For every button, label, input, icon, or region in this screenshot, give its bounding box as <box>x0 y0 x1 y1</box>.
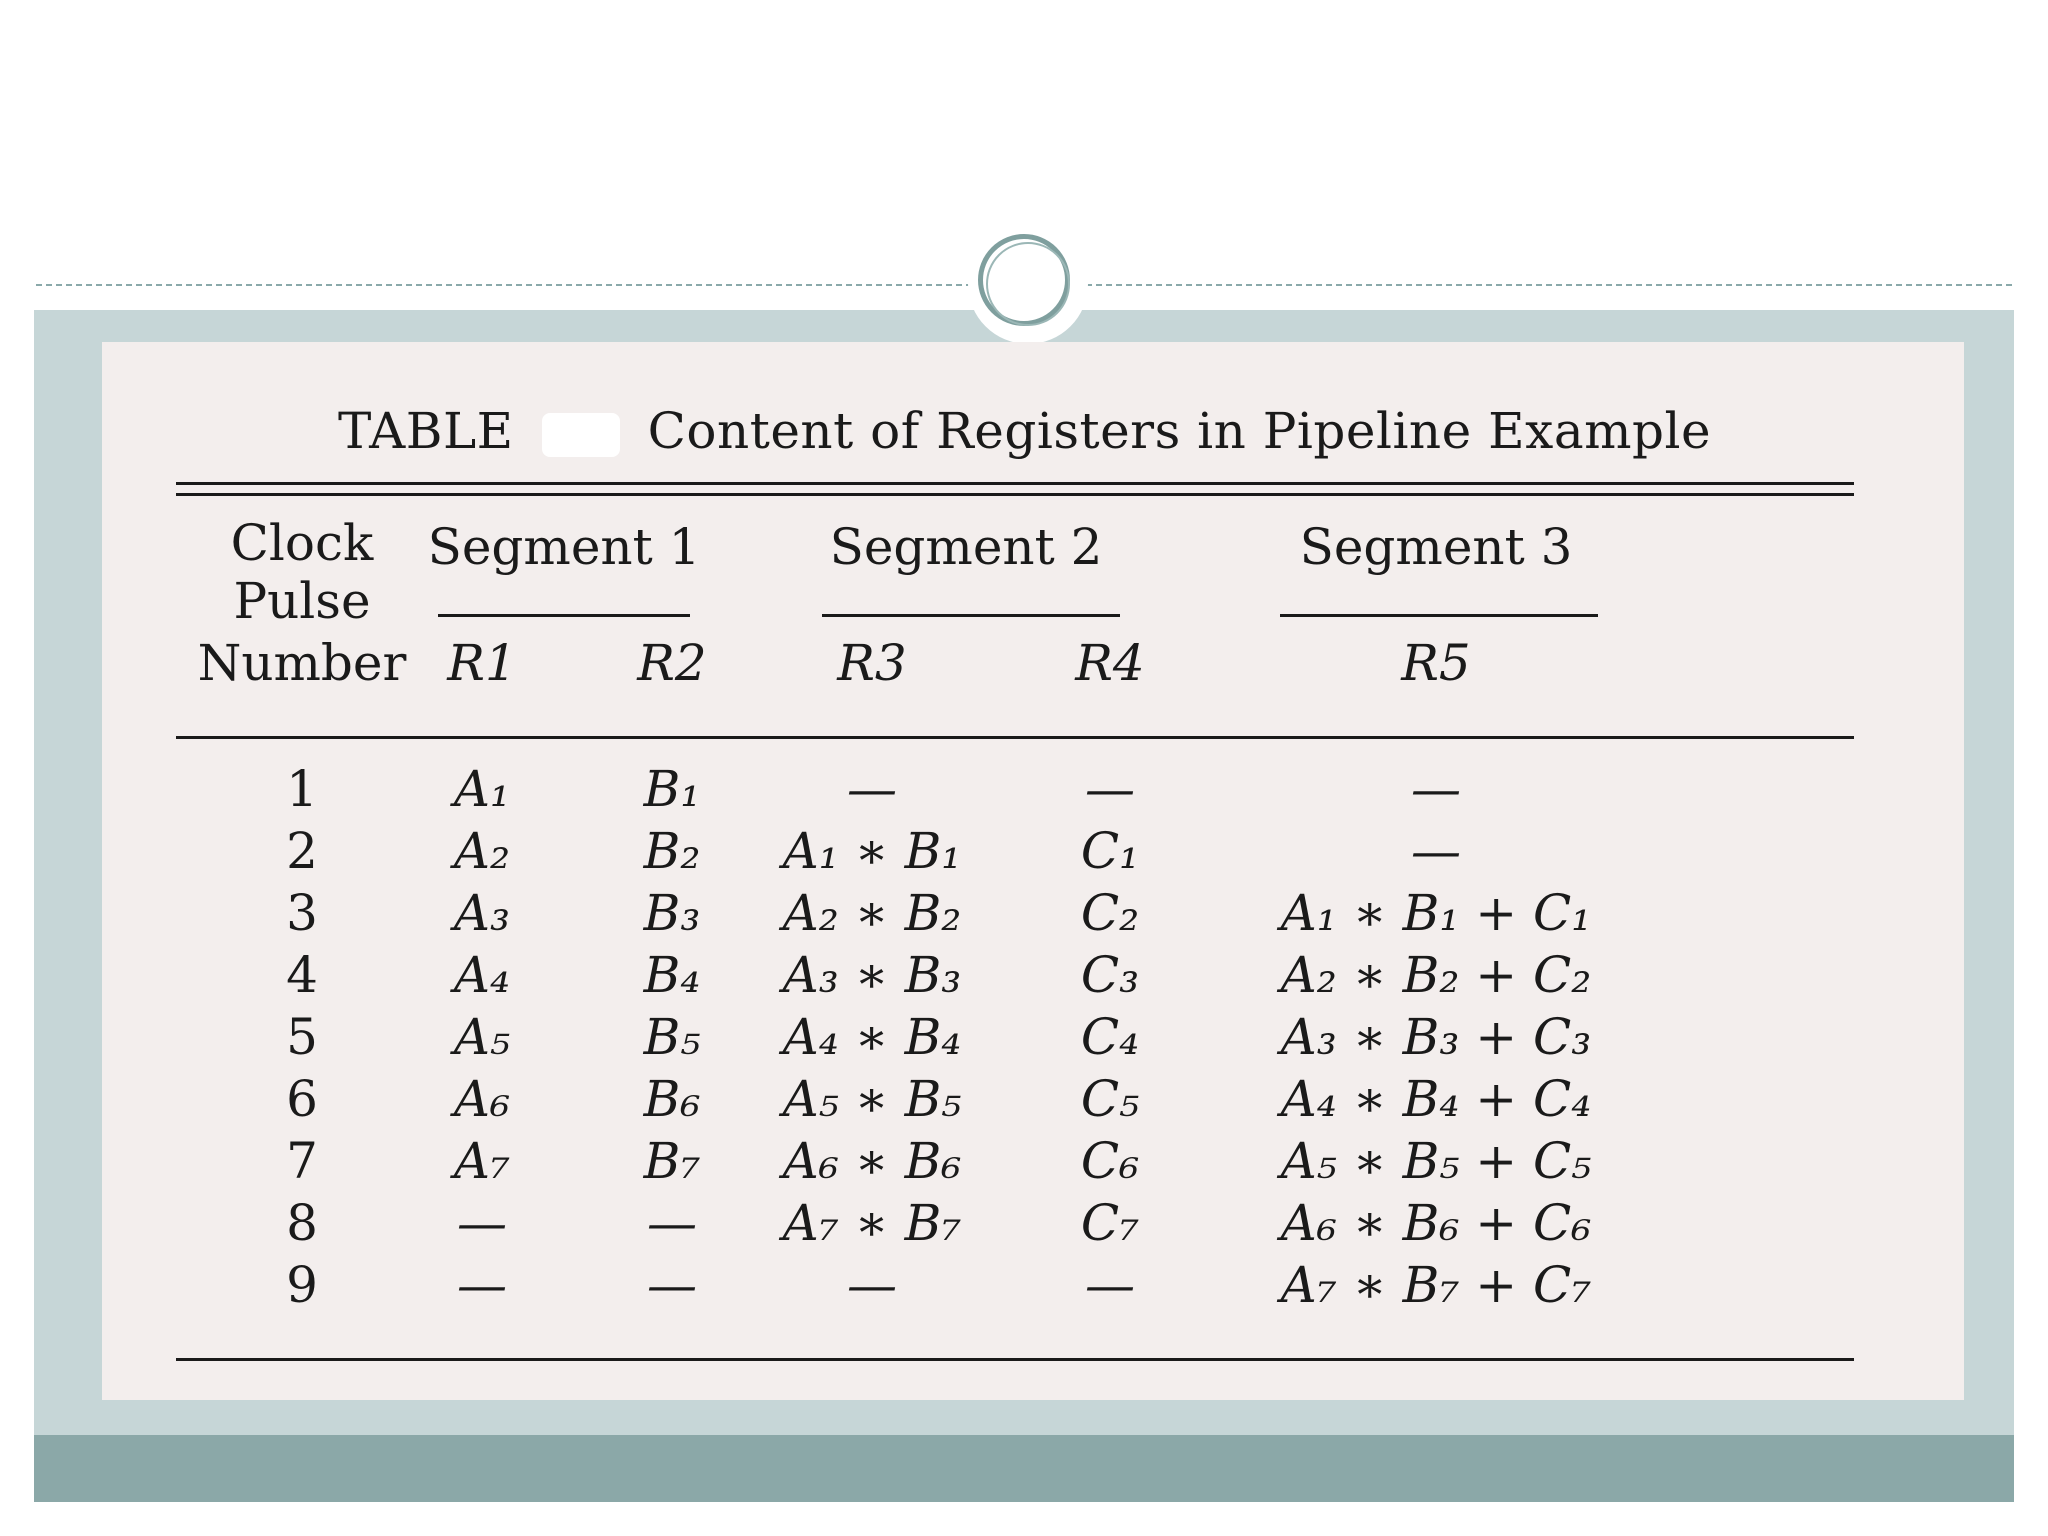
cell-r2-row-6: B₆ <box>643 1070 701 1128</box>
cell-clock-row-1: 1 <box>286 760 318 818</box>
header-r1: R1 <box>447 634 517 692</box>
table-top-rule <box>176 482 1854 485</box>
cell-r2-row-8: — <box>647 1194 697 1252</box>
cell-r4-row-1: — <box>1085 760 1135 818</box>
cell-r3-row-9: — <box>847 1256 897 1314</box>
cell-r1-row-1: A₁ <box>453 760 511 818</box>
header-segment-2: Segment 2 <box>829 518 1103 576</box>
cell-r1-row-8: — <box>457 1194 507 1252</box>
cell-r1-row-9: — <box>457 1256 507 1314</box>
header-clock-line1: Clock <box>230 514 374 572</box>
cell-r1-row-2: A₂ <box>453 822 511 880</box>
cell-r1-row-7: A₇ <box>453 1132 511 1190</box>
cell-r1-row-5: A₅ <box>453 1008 511 1066</box>
cell-r4-row-6: C₅ <box>1080 1070 1140 1128</box>
cell-clock-row-8: 8 <box>286 1194 318 1252</box>
cell-r1-row-3: A₃ <box>453 884 511 942</box>
cell-r3-row-1: — <box>847 760 897 818</box>
table-title-text: Content of Registers in Pipeline Example <box>647 402 1712 460</box>
cell-r5-row-6: A₄ ∗ B₄ + C₄ <box>1280 1070 1592 1128</box>
cell-r4-row-7: C₆ <box>1080 1132 1140 1190</box>
cell-r5-row-1: — <box>1411 760 1461 818</box>
table-header-rule <box>176 736 1854 739</box>
cell-r2-row-7: B₇ <box>643 1132 701 1190</box>
cell-r5-row-8: A₆ ∗ B₆ + C₆ <box>1280 1194 1592 1252</box>
segment-1-underline <box>438 614 690 617</box>
slide-footer-band <box>34 1435 2014 1502</box>
segment-3-underline <box>1280 614 1598 617</box>
cell-clock-row-7: 7 <box>286 1132 318 1190</box>
cell-r4-row-5: C₄ <box>1080 1008 1140 1066</box>
ring-inner <box>986 242 1070 326</box>
cell-r5-row-7: A₅ ∗ B₅ + C₅ <box>1280 1132 1592 1190</box>
table-top-rule-double <box>176 493 1854 496</box>
cell-clock-row-3: 3 <box>286 884 318 942</box>
cell-r2-row-9: — <box>647 1256 697 1314</box>
table-number-redaction <box>542 413 620 457</box>
header-segment-1: Segment 1 <box>427 518 701 576</box>
header-r3: R3 <box>837 634 907 692</box>
table-title <box>338 402 1838 460</box>
cell-r2-row-1: B₁ <box>643 760 701 818</box>
cell-r3-row-7: A₆ ∗ B₆ <box>782 1132 962 1190</box>
scanned-table-image <box>102 342 1964 1400</box>
cell-r1-row-4: A₄ <box>453 946 511 1004</box>
cell-clock-row-9: 9 <box>286 1256 318 1314</box>
cell-r4-row-8: C₇ <box>1080 1194 1140 1252</box>
cell-r3-row-3: A₂ ∗ B₂ <box>782 884 962 942</box>
cell-r4-row-3: C₂ <box>1080 884 1140 942</box>
header-clock-line3: Number <box>197 634 407 692</box>
cell-r2-row-3: B₃ <box>643 884 701 942</box>
cell-r5-row-3: A₁ ∗ B₁ + C₁ <box>1280 884 1592 942</box>
cell-r5-row-9: A₇ ∗ B₇ + C₇ <box>1280 1256 1592 1314</box>
cell-clock-row-2: 2 <box>286 822 318 880</box>
cell-r3-row-4: A₃ ∗ B₃ <box>782 946 962 1004</box>
header-r5: R5 <box>1401 634 1471 692</box>
header-clock-line2: Pulse <box>233 572 371 630</box>
cell-clock-row-5: 5 <box>286 1008 318 1066</box>
cell-r3-row-2: A₁ ∗ B₁ <box>782 822 962 880</box>
table-caption-label: TABLE <box>338 402 514 460</box>
cell-r2-row-5: B₅ <box>643 1008 701 1066</box>
cell-r3-row-8: A₇ ∗ B₇ <box>782 1194 962 1252</box>
cell-r2-row-4: B₄ <box>643 946 701 1004</box>
header-r2: R2 <box>637 634 707 692</box>
segment-2-underline <box>822 614 1120 617</box>
cell-r4-row-2: C₁ <box>1080 822 1140 880</box>
header-segment-3: Segment 3 <box>1299 518 1573 576</box>
circle-ring-icon <box>972 228 1084 340</box>
cell-r4-row-9: — <box>1085 1256 1135 1314</box>
cell-r3-row-5: A₄ ∗ B₄ <box>782 1008 962 1066</box>
cell-r5-row-4: A₂ ∗ B₂ + C₂ <box>1280 946 1592 1004</box>
cell-r5-row-5: A₃ ∗ B₃ + C₃ <box>1280 1008 1592 1066</box>
cell-r4-row-4: C₃ <box>1080 946 1140 1004</box>
table-bottom-rule <box>176 1358 1854 1361</box>
header-r4: R4 <box>1075 634 1145 692</box>
cell-r2-row-2: B₂ <box>643 822 701 880</box>
cell-r5-row-2: — <box>1411 822 1461 880</box>
cell-clock-row-6: 6 <box>286 1070 318 1128</box>
cell-r1-row-6: A₆ <box>453 1070 511 1128</box>
cell-clock-row-4: 4 <box>286 946 318 1004</box>
cell-r3-row-6: A₅ ∗ B₅ <box>782 1070 962 1128</box>
